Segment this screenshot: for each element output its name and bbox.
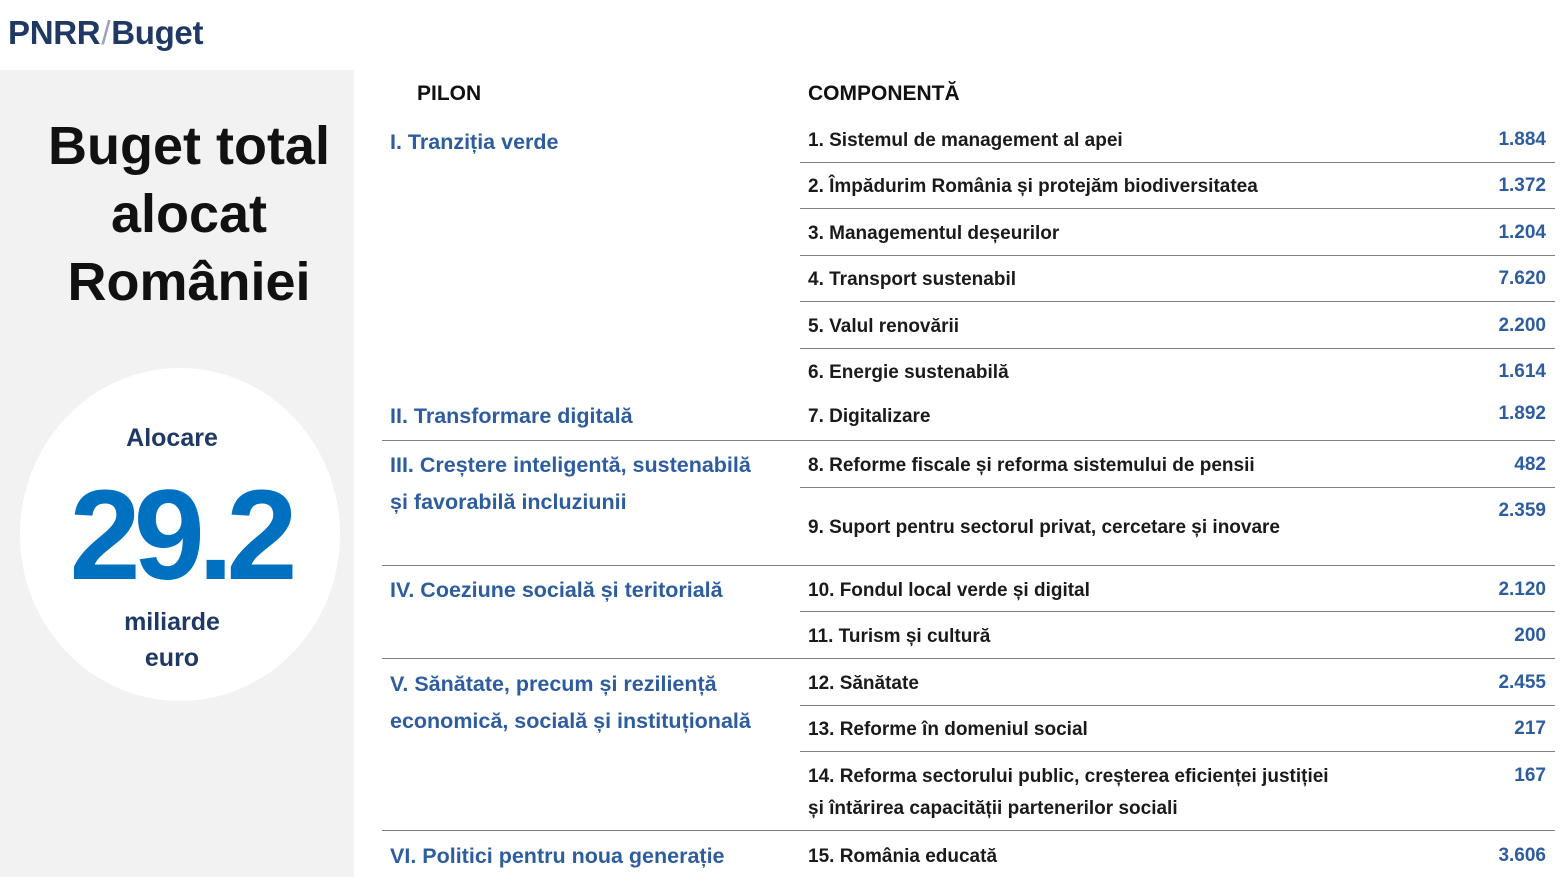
header-buget: Buget: [111, 14, 204, 51]
component-line: 12. Sănătate: [808, 673, 919, 694]
row-divider: [800, 208, 1555, 209]
component-line: 8. Reforme fiscale și reforma sistemului de pensii: [808, 455, 1255, 476]
pillar-line: VI. Politici pentru noua generație: [390, 844, 725, 868]
header-separator: /: [101, 14, 111, 51]
component-7-value: 1.892: [1498, 403, 1546, 424]
pillar-5: [390, 666, 790, 740]
row-divider: [800, 705, 1555, 706]
component-5: [808, 311, 959, 343]
component-14-value: 167: [1514, 765, 1546, 786]
pillar-2: [390, 398, 790, 435]
component-11-value: 200: [1514, 625, 1546, 646]
row-divider: [800, 611, 1555, 612]
component-11: [808, 621, 990, 653]
row-divider: [800, 301, 1555, 302]
component-4: [808, 264, 1016, 296]
allocation-value: 29.2: [69, 464, 291, 607]
component-2: [808, 171, 1258, 203]
component-1: [808, 125, 1123, 157]
component-12-value: 2.455: [1498, 672, 1546, 693]
component-12: [808, 668, 919, 700]
total-budget-title: [0, 112, 378, 316]
component-4-value: 7.620: [1498, 268, 1546, 289]
pillar-line: și favorabilă incluziunii: [390, 490, 627, 514]
component-line: 2. Împădurim România și protejăm biodiversitatea: [808, 176, 1258, 197]
component-3: [808, 218, 1059, 250]
component-8-value: 482: [1514, 454, 1546, 475]
component-line: 10. Fondul local verde și digital: [808, 580, 1090, 601]
pillar-1: [390, 124, 790, 161]
pillar-line: economică, socială și instituțională: [390, 709, 751, 733]
component-6-value: 1.614: [1498, 361, 1546, 382]
component-9: [808, 512, 1280, 544]
component-3-value: 1.204: [1498, 222, 1546, 243]
component-15: [808, 841, 997, 873]
component-2-value: 1.372: [1498, 175, 1546, 196]
pillar-line: II. Transformare digitală: [390, 404, 633, 428]
component-line: 14. Reforma sectorului public, creșterea eficienței justiției: [808, 766, 1329, 787]
allocation-label: Alocare: [126, 424, 218, 452]
component-line: 6. Energie sustenabilă: [808, 362, 1009, 383]
component-7: [808, 401, 931, 433]
component-column-header: COMPONENTĂ: [808, 82, 960, 105]
pillar-3: [390, 447, 790, 521]
row-divider: [800, 751, 1555, 752]
pillar-divider: [382, 658, 1555, 659]
component-line: 4. Transport sustenabil: [808, 269, 1016, 290]
pillar-line: V. Sănătate, precum și reziliență: [390, 672, 717, 696]
pillar-divider: [382, 440, 1555, 441]
component-5-value: 2.200: [1498, 315, 1546, 336]
row-divider: [800, 162, 1555, 163]
component-line: 11. Turism și cultură: [808, 626, 991, 647]
title-line: alocat: [110, 184, 268, 244]
component-line: 9. Suport pentru sectorul privat, cercetare și inovare: [808, 517, 1280, 538]
allocation-unit: [20, 604, 324, 676]
pillar-divider: [382, 565, 1555, 566]
pillar-line: IV. Coeziune socială și teritorială: [390, 578, 723, 602]
component-14: [808, 761, 1329, 825]
row-divider: [800, 255, 1555, 256]
component-line: 13. Reforme în domeniul social: [808, 719, 1088, 740]
component-9-value: 2.359: [1498, 500, 1546, 521]
component-line: 7. Digitalizare: [808, 406, 931, 427]
component-8: [808, 450, 1255, 482]
pillar-6: [390, 838, 790, 875]
pillar-column-header: PILON: [417, 82, 482, 105]
allocation-circle: [20, 368, 340, 701]
unit-line: miliarde: [124, 608, 220, 636]
component-line: 5. Valul renovării: [808, 316, 960, 337]
header-pnrr: PNRR: [8, 14, 101, 51]
page-header: [8, 14, 203, 52]
pillar-4: [390, 572, 790, 609]
component-10: [808, 575, 1090, 607]
component-1-value: 1.884: [1498, 129, 1546, 150]
title-line: Buget total: [48, 116, 330, 176]
component-line: 3. Managementul deșeurilor: [808, 223, 1060, 244]
component-15-value: 3.606: [1498, 845, 1546, 866]
pillar-line: I. Tranziția verde: [390, 130, 559, 154]
unit-line: euro: [144, 644, 200, 672]
component-10-value: 2.120: [1498, 579, 1546, 600]
row-divider: [800, 348, 1555, 349]
pillar-divider: [382, 830, 1555, 831]
component-line: 15. România educată: [808, 846, 998, 867]
component-line: și întărirea capacității partenerilor sociali: [808, 798, 1178, 819]
title-line: României: [67, 252, 311, 312]
component-6: [808, 357, 1009, 389]
pillar-line: III. Creștere inteligentă, sustenabilă: [390, 453, 751, 477]
component-line: 1. Sistemul de management al apei: [808, 130, 1123, 151]
row-divider: [800, 487, 1555, 488]
component-13: [808, 714, 1088, 746]
component-13-value: 217: [1514, 718, 1546, 739]
